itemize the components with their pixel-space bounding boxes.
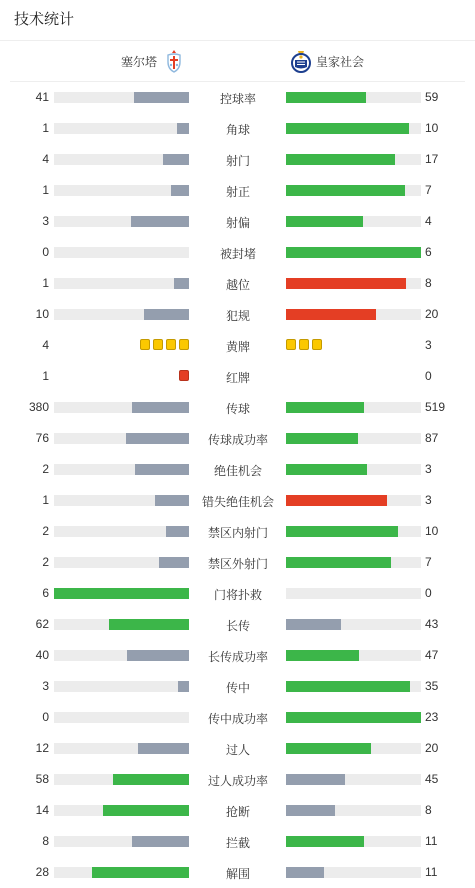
- home-bar-fill: [163, 154, 189, 165]
- stat-row: [0, 144, 475, 175]
- yellow-card-icon: [179, 339, 189, 350]
- stat-row: [0, 392, 475, 423]
- home-bar-track: [54, 743, 189, 754]
- away-cards: [286, 339, 322, 350]
- away-bar-fill: [286, 433, 358, 444]
- stat-row: [0, 361, 475, 392]
- home-value: 3: [42, 214, 49, 228]
- stat-row: [0, 206, 475, 237]
- stat-row: [0, 547, 475, 578]
- away-bar-track: [286, 216, 421, 227]
- away-bar-fill: [286, 867, 324, 878]
- stat-row: [0, 175, 475, 206]
- home-value: 2: [42, 524, 49, 538]
- home-bar-track: [54, 526, 189, 537]
- away-bar-fill: [286, 619, 341, 630]
- stat-label: 角球: [225, 123, 250, 137]
- home-value: 3: [42, 679, 49, 693]
- home-bar-fill: [177, 123, 189, 134]
- home-bar-fill: [54, 588, 189, 599]
- stat-label: 绝佳机会: [213, 464, 262, 478]
- home-value: 1: [42, 493, 49, 507]
- away-bar-track: [286, 433, 421, 444]
- stat-label: 射门: [225, 154, 250, 168]
- home-bar-track: [54, 464, 189, 475]
- away-bar-track: [286, 681, 421, 692]
- away-value: 20: [425, 741, 439, 755]
- away-bar-fill: [286, 557, 391, 568]
- home-value: 8: [42, 834, 49, 848]
- away-bar-fill: [286, 805, 335, 816]
- home-bar-fill: [138, 743, 189, 754]
- home-bar-fill: [132, 836, 189, 847]
- away-bar-fill: [286, 92, 366, 103]
- away-bar-fill: [286, 464, 367, 475]
- stat-label: 控球率: [219, 92, 256, 106]
- away-bar-fill: [286, 743, 371, 754]
- home-bar-track: [54, 681, 189, 692]
- home-team[interactable]: [121, 41, 185, 81]
- away-bar-track: [286, 402, 421, 413]
- away-bar-fill: [286, 402, 364, 413]
- home-bar-fill: [127, 650, 189, 661]
- home-value: 28: [35, 865, 49, 879]
- home-value: 6: [42, 586, 49, 600]
- away-value: 87: [425, 431, 439, 445]
- away-bar-track: [286, 712, 421, 723]
- stat-row: [0, 609, 475, 640]
- away-value: 59: [425, 90, 439, 104]
- away-bar-track: [286, 650, 421, 661]
- home-bar-fill: [178, 681, 189, 692]
- home-bar-fill: [159, 557, 189, 568]
- home-bar-fill: [132, 402, 189, 413]
- stat-label: 禁区外射门: [207, 557, 268, 571]
- away-bar-track: [286, 123, 421, 134]
- away-bar-fill: [286, 216, 363, 227]
- away-value: 6: [425, 245, 432, 259]
- away-value: 7: [425, 183, 432, 197]
- home-bar-fill: [144, 309, 189, 320]
- home-bar-track: [54, 433, 189, 444]
- away-bar-track: [286, 154, 421, 165]
- home-bar-track: [54, 712, 189, 723]
- away-bar-track: [286, 495, 421, 506]
- away-value: 8: [425, 803, 432, 817]
- home-value: 4: [42, 152, 49, 166]
- stat-row: [0, 702, 475, 733]
- home-bar-fill: [135, 464, 189, 475]
- away-bar-track: [286, 805, 421, 816]
- home-bar-track: [54, 247, 189, 258]
- yellow-card-icon: [153, 339, 163, 350]
- stat-label: 过人: [225, 743, 250, 757]
- away-team-name: 皇家社会: [316, 54, 365, 69]
- away-value: 7: [425, 555, 432, 569]
- away-bar-track: [286, 836, 421, 847]
- away-bar-track: [286, 867, 421, 878]
- home-bar-track: [54, 123, 189, 134]
- home-value: 0: [42, 245, 49, 259]
- home-bar-track: [54, 216, 189, 227]
- stat-row: [0, 733, 475, 764]
- stat-row: [0, 857, 475, 888]
- page-title: 技术统计: [0, 0, 475, 41]
- stat-label: 射偏: [225, 216, 250, 230]
- home-bar-track: [54, 309, 189, 320]
- home-bar-track: [54, 92, 189, 103]
- away-value: 43: [425, 617, 439, 631]
- home-bar-track: [54, 650, 189, 661]
- home-value: 12: [35, 741, 49, 755]
- away-value: 8: [425, 276, 432, 290]
- home-value: 2: [42, 462, 49, 476]
- home-value: 380: [28, 400, 49, 414]
- stat-label: 传球: [225, 402, 250, 416]
- home-bar-track: [54, 805, 189, 816]
- stat-label: 解围: [225, 867, 250, 881]
- stat-row: [0, 423, 475, 454]
- away-value: 10: [425, 121, 439, 135]
- stat-label: 越位: [225, 278, 250, 292]
- away-bar-fill: [286, 185, 405, 196]
- away-value: 3: [425, 462, 432, 476]
- stat-label: 禁区内射门: [207, 526, 268, 540]
- home-value: 1: [42, 183, 49, 197]
- home-value: 76: [35, 431, 49, 445]
- home-value: 0: [42, 710, 49, 724]
- home-cards: [140, 339, 189, 350]
- stat-row: [0, 268, 475, 299]
- home-bar-fill: [92, 867, 189, 878]
- home-bar-fill: [103, 805, 189, 816]
- away-bar-track: [286, 278, 421, 289]
- away-bar-track: [286, 185, 421, 196]
- home-value: 14: [35, 803, 49, 817]
- yellow-card-icon: [140, 339, 150, 350]
- stat-row: [0, 113, 475, 144]
- away-value: 17: [425, 152, 439, 166]
- away-bar-fill: [286, 681, 410, 692]
- stat-label: 错失绝佳机会: [201, 495, 274, 509]
- home-value: 58: [35, 772, 49, 786]
- stat-row: [0, 299, 475, 330]
- away-value: 0: [425, 369, 432, 383]
- stat-row: [0, 454, 475, 485]
- away-bar-fill: [286, 278, 406, 289]
- celta-crest-icon: [163, 48, 185, 74]
- away-bar-track: [286, 247, 421, 258]
- home-bar-track: [54, 185, 189, 196]
- away-bar-fill: [286, 774, 345, 785]
- stats-list: [0, 82, 475, 888]
- stat-label: 射正: [225, 185, 250, 199]
- stat-row: [0, 516, 475, 547]
- stat-row: [0, 640, 475, 671]
- away-bar-fill: [286, 650, 359, 661]
- home-value: 1: [42, 276, 49, 290]
- home-bar-fill: [134, 92, 189, 103]
- away-bar-track: [286, 774, 421, 785]
- away-value: 45: [425, 772, 439, 786]
- away-value: 11: [425, 834, 438, 848]
- home-cards: [179, 370, 189, 381]
- away-bar-fill: [286, 309, 376, 320]
- home-value: 1: [42, 121, 49, 135]
- stat-row: [0, 764, 475, 795]
- stat-label: 传中成功率: [207, 712, 268, 726]
- home-bar-track: [54, 278, 189, 289]
- away-value: 47: [425, 648, 439, 662]
- home-bar-track: [54, 402, 189, 413]
- yellow-card-icon: [312, 339, 322, 350]
- away-value: 20: [425, 307, 439, 321]
- away-bar-track: [286, 743, 421, 754]
- home-bar-track: [54, 557, 189, 568]
- home-bar-track: [54, 867, 189, 878]
- red-card-icon: [179, 370, 189, 381]
- away-value: 4: [425, 214, 432, 228]
- home-bar-fill: [131, 216, 189, 227]
- away-bar-track: [286, 309, 421, 320]
- home-bar-track: [54, 836, 189, 847]
- home-value: 2: [42, 555, 49, 569]
- home-bar-fill: [126, 433, 189, 444]
- home-value: 40: [35, 648, 49, 662]
- away-bar-fill: [286, 154, 395, 165]
- away-bar-fill: [286, 712, 421, 723]
- real-sociedad-crest-icon: [290, 48, 312, 74]
- away-bar-fill: [286, 836, 364, 847]
- away-value: 10: [425, 524, 439, 538]
- home-bar-fill: [171, 185, 189, 196]
- stat-row: [0, 671, 475, 702]
- away-bar-fill: [286, 247, 421, 258]
- stat-label: 抢断: [225, 805, 250, 819]
- stat-label: 传中: [225, 681, 250, 695]
- away-value: 23: [425, 710, 439, 724]
- away-bar-fill: [286, 526, 398, 537]
- home-bar-fill: [109, 619, 189, 630]
- stat-row: [0, 795, 475, 826]
- stat-label: 犯规: [225, 309, 250, 323]
- away-bar-track: [286, 619, 421, 630]
- home-bar-track: [54, 619, 189, 630]
- home-value: 4: [42, 338, 49, 352]
- home-value: 1: [42, 369, 49, 383]
- stat-label: 长传成功率: [207, 650, 268, 664]
- teams-header: [10, 41, 465, 82]
- away-bar-fill: [286, 495, 387, 506]
- yellow-card-icon: [286, 339, 296, 350]
- home-bar-fill: [155, 495, 189, 506]
- away-value: 3: [425, 493, 432, 507]
- stat-row: [0, 82, 475, 113]
- home-value: 10: [35, 307, 49, 321]
- away-value: 11: [425, 865, 438, 879]
- home-bar-track: [54, 774, 189, 785]
- stat-label: 门将扑救: [213, 588, 262, 602]
- stat-row: [0, 330, 475, 361]
- away-value: 0: [425, 586, 432, 600]
- stat-label: 红牌: [225, 371, 250, 385]
- home-bar-track: [54, 495, 189, 506]
- stat-row: [0, 237, 475, 268]
- stat-label: 过人成功率: [207, 774, 268, 788]
- home-bar-track: [54, 588, 189, 599]
- home-value: 62: [35, 617, 49, 631]
- home-bar-fill: [113, 774, 189, 785]
- away-bar-fill: [286, 123, 409, 134]
- away-team[interactable]: [290, 41, 364, 81]
- home-bar-fill: [166, 526, 189, 537]
- away-value: 3: [425, 338, 432, 352]
- home-value: 41: [35, 90, 49, 104]
- yellow-card-icon: [166, 339, 176, 350]
- away-bar-track: [286, 92, 421, 103]
- away-bar-track: [286, 588, 421, 599]
- stat-label: 黄牌: [225, 340, 250, 354]
- stat-label: 传球成功率: [207, 433, 268, 447]
- away-value: 35: [425, 679, 439, 693]
- home-bar-fill: [174, 278, 189, 289]
- stat-label: 被封堵: [219, 247, 256, 261]
- home-bar-track: [54, 154, 189, 165]
- away-value: 519: [425, 400, 446, 414]
- away-bar-track: [286, 557, 421, 568]
- stat-row: [0, 826, 475, 857]
- stat-row: [0, 578, 475, 609]
- away-bar-track: [286, 526, 421, 537]
- stat-label: 长传: [225, 619, 250, 633]
- away-bar-track: [286, 464, 421, 475]
- home-team-name: 塞尔塔: [120, 54, 157, 69]
- yellow-card-icon: [299, 339, 309, 350]
- stat-row: [0, 485, 475, 516]
- stat-label: 拦截: [225, 836, 250, 850]
